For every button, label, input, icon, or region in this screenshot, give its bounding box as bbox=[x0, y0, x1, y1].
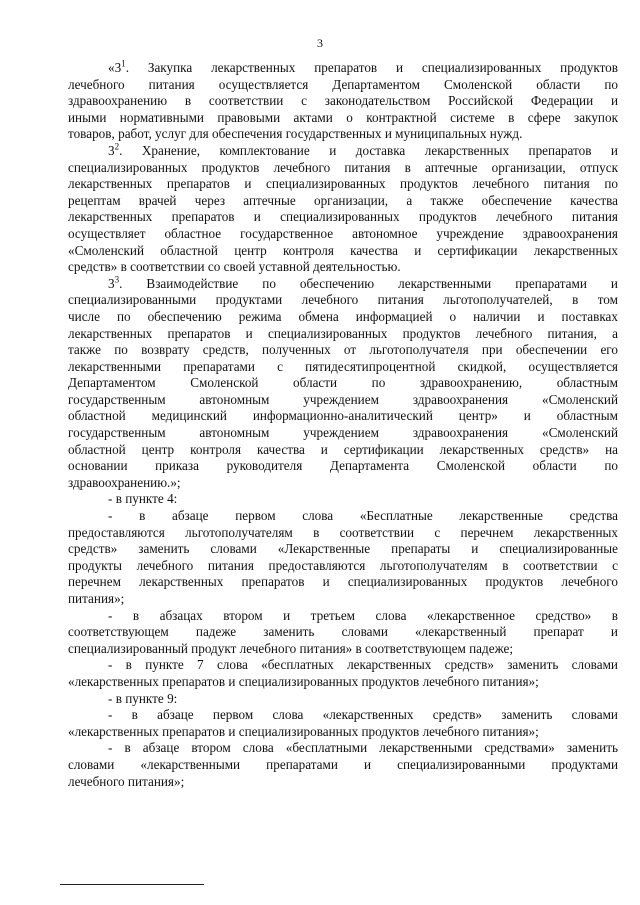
paragraph-3-1 bbox=[68, 60, 618, 143]
paragraph-3-3 bbox=[68, 276, 618, 492]
text-line: здравоохранению.»; bbox=[68, 474, 181, 490]
text-line: «$3^1$. Закупка лекарственных препаратов и специализированных продуктов bbox=[108, 58, 618, 75]
text-line: средств» в соответствии со своей уставной деятельностью. bbox=[68, 259, 401, 275]
text-line: - в пункте 7 слова «бесплатных лекарственных средств» заменить словами bbox=[108, 657, 618, 673]
amendment-item-9 bbox=[68, 691, 618, 708]
text-line: лекарственных препаратов и специализированных продуктов лечебного питания bbox=[68, 209, 618, 225]
text-line: - в абзацах втором и третьем слова «лекарственное средство» в bbox=[108, 607, 618, 623]
text-line: иными нормативными правовыми актами о контрактной системе в сфере закупок bbox=[68, 109, 618, 125]
text-line: числе по обеспечению режима обмена информацией о наличии и поставках bbox=[68, 308, 618, 324]
text-line: товаров, работ, услуг для обеспечения государственных и муниципальных нужд. bbox=[68, 126, 523, 142]
footer-divider bbox=[60, 884, 204, 885]
text-line: - в пункте 4: bbox=[108, 491, 178, 507]
amendment-item-9-para-1 bbox=[68, 707, 618, 740]
text-line: лекарственными препаратами с пятидесятипроцентной скидкой, осуществляется bbox=[68, 358, 618, 374]
text-line: предоставляются льготополучателям в соответствии с перечнем лекарственных bbox=[68, 524, 618, 540]
text-line: основании приказа руководителя Департамента Смоленской области по bbox=[68, 458, 618, 474]
text-line: осуществляет областное государственное автономное учреждение здравоохранения bbox=[68, 225, 618, 241]
text-line: - в абзаце втором слова «бесплатными лекарственными средствами» заменить bbox=[108, 740, 618, 756]
text-line: питания»; bbox=[68, 591, 125, 606]
text-line: лечебного питания осуществляется Департаментом Смоленской области по bbox=[68, 76, 618, 92]
text-line: - в пункте 9: bbox=[108, 690, 178, 706]
text-line: - в абзаце первом слова «лекарственных средств» заменить словами bbox=[108, 707, 618, 723]
text-line: областной центр контроля качества и сертификации лекарственных средств» на bbox=[68, 441, 618, 457]
text-line: лечебного питания»; bbox=[68, 773, 185, 789]
paragraph-3-2 bbox=[68, 143, 618, 276]
amendment-item-4-para-1 bbox=[68, 508, 618, 608]
text-line: специализированный продукт лечебного питания» в соответствующем падеже; bbox=[68, 640, 514, 656]
amendment-item-4-para-2-3 bbox=[68, 608, 618, 658]
text-line: государственным автономным учреждением здравоохранения «Смоленский bbox=[68, 425, 618, 441]
text-line: средств» заменить словами «Лекарственные препараты и специализированные bbox=[68, 541, 618, 557]
amendment-item-9-para-2 bbox=[68, 740, 618, 790]
text-line: лекарственных препаратов и специализированных продуктов лечебного питания по bbox=[68, 176, 618, 192]
text-line: $3^3$. Взаимодействие по обеспечению лекарственными препаратами и bbox=[108, 274, 618, 291]
text-line: «Смоленский областной центр контроля качества и сертификации лекарственных bbox=[68, 242, 618, 258]
text-line: Департаментом Смоленской области по здравоохранению, областным bbox=[68, 375, 618, 391]
text-line: государственным автономным учреждением здравоохранения «Смоленский bbox=[68, 391, 618, 407]
text-line: лекарственных препаратов и специализированных продуктов лечебного питания, а bbox=[68, 325, 618, 341]
text-line: рецептам врачей через аптечные организации, а также обеспечение качества bbox=[68, 192, 618, 208]
amendment-item-7 bbox=[68, 657, 618, 690]
amendment-item-4 bbox=[68, 491, 618, 508]
text-line: специализированных продуктов лечебного питания в аптечные организации, отпуск bbox=[68, 159, 618, 175]
document-body bbox=[68, 60, 618, 790]
page-number: 3 bbox=[317, 36, 323, 50]
text-line: - в абзаце первом слова «Бесплатные лекарственные средства bbox=[108, 508, 618, 524]
text-line: областной медицинский информационно-аналитический центр» и областным bbox=[68, 408, 618, 424]
text-line: перечнем лекарственных препаратов и специализированных продуктов лечебного bbox=[68, 574, 618, 590]
text-line: словами «лекарственными препаратами и специализированными продуктами bbox=[68, 756, 618, 772]
text-line: «лекарственных препаратов и специализированных продуктов лечебного питания»; bbox=[68, 723, 539, 739]
text-line: специализированными продуктами лечебного питания льготополучателей, в том bbox=[68, 292, 618, 308]
text-line: $3^2$. Хранение, комплектование и доставка лекарственных препаратов и bbox=[108, 141, 618, 158]
text-line: продукты лечебного питания предоставляются льготополучателям в соответствии с bbox=[68, 557, 618, 573]
text-line: здравоохранению в соответствии с законодательством Российской Федерации и bbox=[68, 93, 618, 109]
text-line: «лекарственных препаратов и специализированных продуктов лечебного питания»; bbox=[68, 673, 539, 689]
text-line: также по возврату средств, полученных от льготополучателя при обеспечении его bbox=[68, 342, 618, 358]
text-line: соответствующем падеже заменить словами «лекарственный препарат и bbox=[68, 624, 618, 640]
